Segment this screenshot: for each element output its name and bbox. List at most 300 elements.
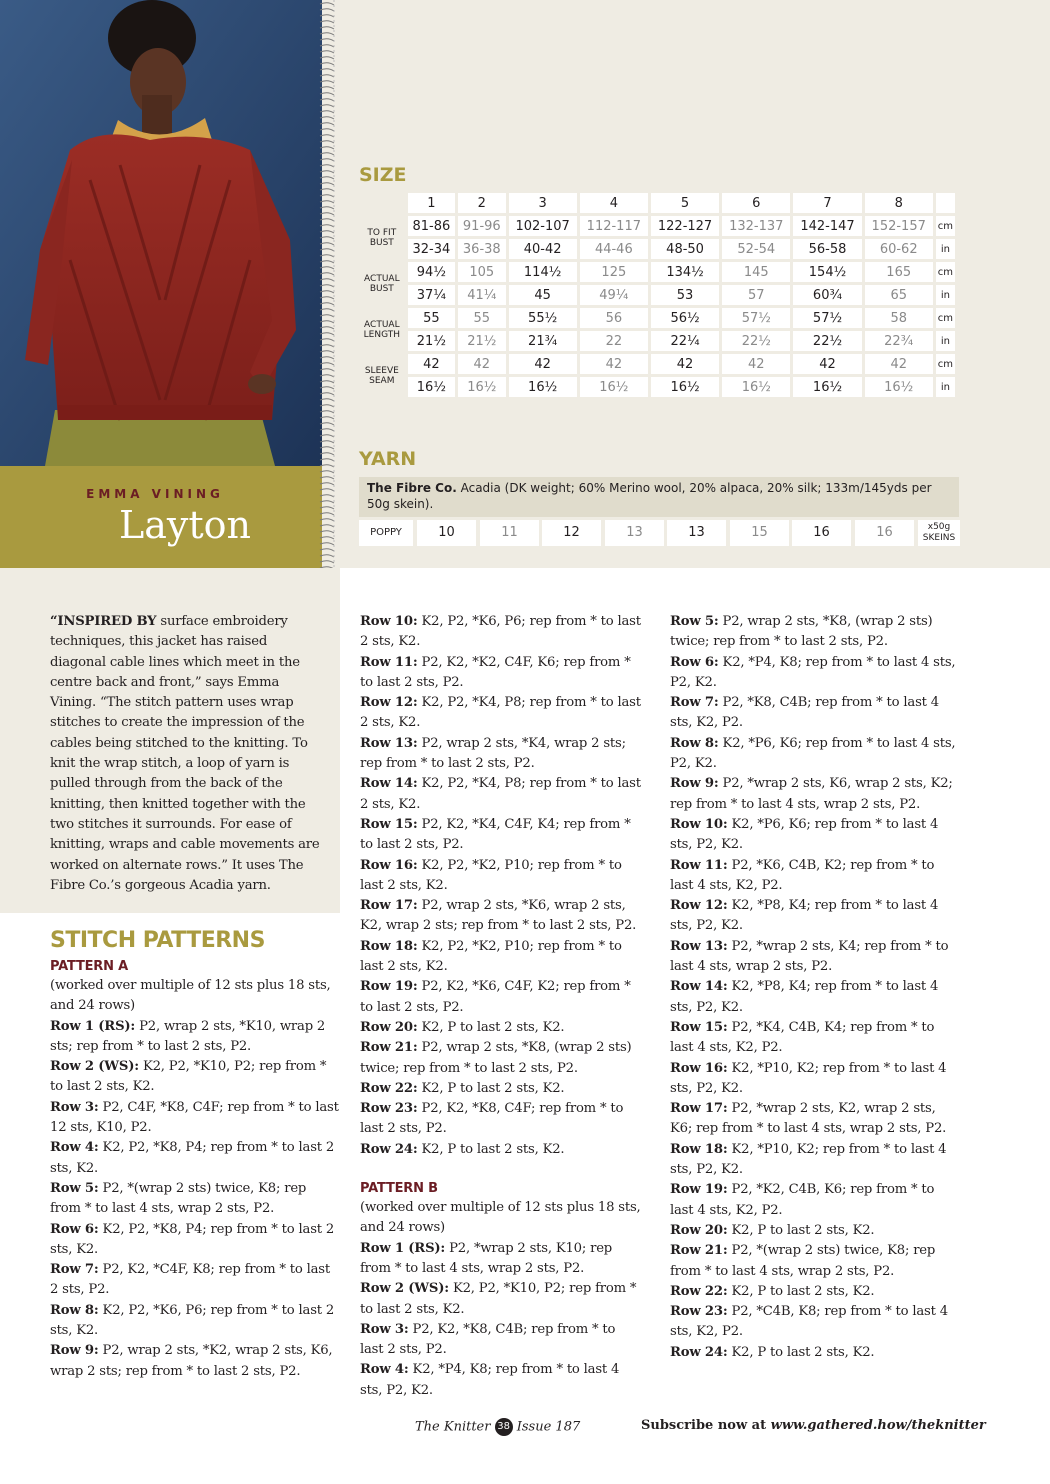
pattern-row — [670, 1140, 960, 1181]
row-instruction: K2, P2, *K10, P2; rep from * to last 2 sts, K2. — [360, 1281, 637, 1317]
row-label: Row 11: — [360, 654, 418, 670]
size-value-cell: 56-58 — [793, 239, 861, 259]
row-instruction: K2, P2, *K2, P10; rep from * to last 2 sts, K2. — [360, 938, 622, 975]
pattern-row — [50, 1260, 340, 1301]
row-instruction: P2, K2, *K8, C4B; rep from * to last 2 sts, P2. — [360, 1321, 616, 1358]
row-instruction: P2, K2, *K8, C4F; rep from * to last 2 sts, P2. — [360, 1101, 624, 1137]
size-row-label — [359, 262, 405, 305]
spiral-coil — [320, 489, 334, 491]
pattern-row — [670, 653, 960, 694]
pattern-row — [360, 1360, 642, 1401]
spiral-coil — [320, 477, 334, 479]
spiral-coil — [320, 513, 334, 515]
size-value-cell: 22½ — [793, 331, 861, 351]
spiral-coil — [320, 21, 334, 23]
row-label: Row 24: — [670, 1344, 728, 1360]
yarn-quantity-cell: 13 — [667, 520, 726, 546]
row-instruction: K2, P to last 2 sts, K2. — [417, 1141, 565, 1157]
spiral-coil — [320, 267, 334, 269]
spiral-coil — [320, 51, 334, 53]
spiral-coil — [320, 375, 334, 377]
row-label: Row 6: — [670, 654, 719, 670]
row-instruction: P2, wrap 2 sts, *K4, wrap 2 sts; rep from * to last 2 sts, P2. — [360, 735, 626, 772]
size-value-cell: 114½ — [509, 262, 577, 282]
row-label: Row 17: — [670, 1101, 728, 1117]
row-instruction: P2, *wrap 2 sts, K10; rep from * to last 4 sts, wrap 2 sts, P2. — [360, 1240, 613, 1276]
row-instruction: K2, P to last 2 sts, K2. — [727, 1344, 875, 1360]
spiral-coil — [320, 225, 334, 227]
spiral-coil — [320, 273, 334, 275]
row-instruction: K2, P to last 2 sts, K2. — [417, 1080, 565, 1096]
row-label: Row 7: — [50, 1262, 99, 1278]
size-value-cell: 42 — [651, 354, 719, 374]
pattern-row — [50, 1220, 340, 1261]
size-value-cell: 65 — [865, 285, 933, 305]
pattern-row — [360, 693, 642, 734]
yarn-brand: The Fibre Co. — [367, 481, 457, 495]
spiral-coil — [320, 243, 334, 245]
row-label: Row 20: — [670, 1222, 728, 1238]
row-label: Row 16: — [360, 857, 418, 873]
spiral-coil — [320, 333, 334, 335]
spiral-coil — [320, 231, 334, 233]
yarn-quantity-cell: 15 — [730, 520, 789, 546]
size-value-cell: 44-46 — [580, 239, 648, 259]
pattern-row — [360, 774, 642, 815]
size-row-label-line: ACTUAL — [364, 319, 400, 330]
row-instruction: P2, wrap 2 sts, *K8, (wrap 2 sts) twice; rep from * to last 2 sts, P2. — [670, 614, 933, 650]
row-label: Row 14: — [670, 979, 728, 995]
row-instruction: P2, K2, *K6, C4F, K2; rep from * to last 2 sts, P2. — [360, 979, 631, 1015]
spiral-coil — [320, 123, 334, 125]
spiral-coil — [320, 249, 334, 251]
row-instruction: P2, *(wrap 2 sts) twice, K8; rep from * to last 4 sts, wrap 2 sts, P2. — [670, 1243, 936, 1279]
spiral-coil — [320, 279, 334, 281]
pattern-row — [360, 1140, 642, 1160]
row-label: Row 2 (WS): — [50, 1059, 139, 1075]
spiral-coil — [320, 381, 334, 383]
size-header-cell: 2 — [458, 193, 505, 213]
pattern-row — [670, 1302, 960, 1343]
spiral-coil — [320, 189, 334, 191]
size-value-cell: 37¼ — [408, 285, 455, 305]
spiral-coil — [320, 309, 334, 311]
size-value-cell: 42 — [458, 354, 505, 374]
size-value-cell: 57½ — [793, 308, 861, 328]
spiral-coil — [320, 183, 334, 185]
yarn-details: Acadia (DK weight; 60% Merino wool, 20% alpaca, 20% silk; 133m/145yds per 50g skein). — [367, 481, 932, 511]
spiral-coil — [320, 291, 334, 293]
intro-body: surface embroidery techniques, this jacket has raised diagonal cable lines which meet in the centre back and front,” says Emma Vining. “The stitch pattern uses wrap stitches to create the impression of the cables being stitched to the knitting. To knit the wrap stitch, a loop of yarn is pulled through from the back of the knitting, then knitted together with the two stitches it surrounds. For ease of knitting, wraps and cable movements are worked on alternate rows.” It uses The Fibre Co.’s gorgeous Acadia yarn. — [50, 614, 320, 893]
spiral-coil — [320, 435, 334, 437]
size-value-cell: 49¼ — [580, 285, 648, 305]
size-value-cell: 45 — [509, 285, 577, 305]
stitch-patterns-heading: STITCH PATTERNS — [50, 928, 265, 953]
row-label: Row 3: — [50, 1099, 99, 1115]
pattern-row — [360, 734, 642, 775]
spiral-coil — [320, 549, 334, 551]
size-value-cell: 40-42 — [509, 239, 577, 259]
row-label: Row 5: — [50, 1180, 99, 1196]
size-value-cell: 91-96 — [458, 216, 505, 236]
footer-issue — [415, 1418, 580, 1436]
spiral-coil — [320, 135, 334, 137]
row-label: Row 1 (RS): — [360, 1240, 446, 1256]
yarn-quantity-cell: 12 — [542, 520, 601, 546]
spiral-coil — [320, 39, 334, 41]
size-value-cell: 152-157 — [865, 216, 933, 236]
row-label: Row 24: — [360, 1141, 418, 1157]
spiral-coil — [320, 561, 334, 563]
size-value-cell: 16½ — [458, 377, 505, 397]
unit-cell: in — [936, 239, 955, 259]
pattern-row — [670, 896, 960, 937]
size-row-label-line: ACTUAL — [364, 273, 400, 284]
pattern-b-note: (worked over multiple of 12 sts plus 18 sts, and 24 rows) — [360, 1200, 641, 1236]
yarn-description — [359, 477, 959, 517]
spiral-coil — [320, 237, 334, 239]
size-value-cell: 56 — [580, 308, 648, 328]
unit-cell: in — [936, 331, 955, 351]
size-value-cell: 145 — [722, 262, 790, 282]
unit-cell: in — [936, 377, 955, 397]
row-instruction: P2, *wrap 2 sts, K4; rep from * to last 4 sts, wrap 2 sts, P2. — [670, 938, 949, 975]
pattern-row — [670, 815, 960, 856]
size-header-cell: 3 — [509, 193, 577, 213]
row-instruction: K2, *P6, K6; rep from * to last 4 sts, P2, K2. — [670, 735, 956, 772]
spiral-coil — [320, 537, 334, 539]
pattern-row — [670, 774, 960, 815]
unit-cell: in — [936, 285, 955, 305]
row-label: Row 9: — [50, 1343, 99, 1359]
size-row-label — [359, 354, 405, 397]
row-label: Row 5: — [670, 614, 719, 629]
spiral-coil — [320, 165, 334, 167]
spiral-coil — [320, 351, 334, 353]
row-label: Row 13: — [360, 735, 418, 751]
spiral-coil — [320, 315, 334, 317]
pattern-title: Layton — [119, 503, 251, 547]
row-label: Row 15: — [670, 1019, 728, 1035]
unit-cell: cm — [936, 262, 955, 282]
size-value-cell: 16½ — [865, 377, 933, 397]
row-label: Row 10: — [360, 614, 418, 629]
spiral-coil — [320, 105, 334, 107]
pattern-a-heading: PATTERN A — [50, 959, 128, 974]
size-value-cell: 42 — [580, 354, 648, 374]
row-label: Row 19: — [360, 979, 418, 995]
size-row-label-line: BUST — [369, 237, 394, 248]
row-label: Row 12: — [670, 898, 728, 914]
spiral-coil — [320, 327, 334, 329]
spiral-coil — [320, 3, 334, 5]
row-instruction: K2, P to last 2 sts, K2. — [727, 1222, 875, 1238]
pattern-row — [360, 896, 642, 937]
size-value-cell: 22¼ — [651, 331, 719, 351]
row-instruction: K2, P2, *K8, P4; rep from * to last 2 sts, K2. — [50, 1221, 335, 1257]
spiral-coil — [320, 15, 334, 17]
unit-cell: cm — [936, 308, 955, 328]
spiral-coil — [320, 495, 334, 497]
size-value-cell: 165 — [865, 262, 933, 282]
spiral-coil — [320, 459, 334, 461]
row-label: Row 11: — [670, 857, 728, 873]
size-value-cell: 53 — [651, 285, 719, 305]
intro-lead: “INSPIRED BY — [50, 614, 157, 629]
pattern-row — [50, 1179, 340, 1220]
spiral-coil — [320, 483, 334, 485]
unit-cell: cm — [936, 354, 955, 374]
pattern-row — [670, 1221, 960, 1241]
size-value-cell: 42 — [793, 354, 861, 374]
row-instruction: P2, K2, *K4, C4F, K4; rep from * to last 2 sts, P2. — [360, 816, 631, 853]
spiral-coil — [320, 501, 334, 503]
yarn-unit-line: x50g — [927, 522, 951, 532]
pattern-row — [670, 1059, 960, 1100]
spiral-coil — [320, 213, 334, 215]
size-value-cell: 36-38 — [458, 239, 505, 259]
size-value-cell: 16½ — [509, 377, 577, 397]
designer-name: EMMA VINING — [86, 487, 224, 501]
size-row-label — [359, 308, 405, 351]
size-value-cell: 42 — [408, 354, 455, 374]
spiral-coil — [320, 507, 334, 509]
row-label: Row 22: — [360, 1080, 418, 1096]
pattern-row — [50, 1057, 340, 1098]
size-header-cell: 4 — [580, 193, 648, 213]
size-value-cell: 60¾ — [793, 285, 861, 305]
pattern-row — [360, 856, 642, 897]
spiral-coil — [320, 27, 334, 29]
row-instruction: K2, P to last 2 sts, K2. — [417, 1019, 565, 1035]
row-label: Row 4: — [360, 1362, 409, 1378]
column-2 — [360, 612, 642, 1401]
size-header-cell: 5 — [651, 193, 719, 213]
row-instruction: K2, P2, *K4, P8; rep from * to last 2 sts, K2. — [360, 695, 641, 731]
row-label: Row 1 (RS): — [50, 1018, 136, 1034]
spiral-coil — [320, 303, 334, 305]
size-value-cell: 42 — [509, 354, 577, 374]
yarn-quantity-cell: 16 — [792, 520, 851, 546]
size-value-cell: 22½ — [722, 331, 790, 351]
spiral-coil — [320, 417, 334, 419]
size-value-cell: 55 — [458, 308, 505, 328]
spiral-coil — [320, 393, 334, 395]
spiral-coil — [320, 87, 334, 89]
row-instruction: P2, *K4, C4B, K4; rep from * to last 4 sts, K2, P2. — [670, 1019, 935, 1056]
size-value-cell: 122-127 — [651, 216, 719, 236]
spiral-coil — [320, 141, 334, 143]
row-instruction: P2, wrap 2 sts, *K10, wrap 2 sts; rep from * to last 2 sts, P2. — [50, 1018, 326, 1054]
pattern-row — [360, 1239, 642, 1280]
spiral-coil — [320, 45, 334, 47]
row-label: Row 21: — [360, 1040, 418, 1056]
row-instruction: K2, *P8, K4; rep from * to last 4 sts, P2, K2. — [670, 979, 939, 1015]
spiral-coil — [320, 555, 334, 557]
spiral-coil — [320, 63, 334, 65]
row-instruction: K2, P2, *K8, P4; rep from * to last 2 sts, K2. — [50, 1140, 335, 1176]
size-value-cell: 41¼ — [458, 285, 505, 305]
pattern-row — [360, 815, 642, 856]
spiral-coil — [320, 519, 334, 521]
size-value-cell: 60-62 — [865, 239, 933, 259]
size-value-cell: 32-34 — [408, 239, 455, 259]
size-value-cell: 21¾ — [509, 331, 577, 351]
spiral-coil — [320, 531, 334, 533]
size-value-cell: 55 — [408, 308, 455, 328]
yarn-heading: YARN — [359, 448, 417, 470]
row-label: Row 2 (WS): — [360, 1281, 449, 1297]
size-value-cell: 94½ — [408, 262, 455, 282]
yarn-shade: POPPY — [359, 520, 413, 546]
unit-cell: cm — [936, 216, 955, 236]
size-header-cell: 6 — [722, 193, 790, 213]
size-value-cell: 22 — [580, 331, 648, 351]
spiral-coil — [320, 111, 334, 113]
row-instruction: K2, *P4, K8; rep from * to last 4 sts, P2, K2. — [670, 654, 956, 690]
size-row-label-line: TO FIT — [367, 227, 397, 238]
pattern-row — [670, 977, 960, 1018]
spiral-coil — [320, 447, 334, 449]
size-value-cell: 57 — [722, 285, 790, 305]
pattern-row — [670, 1099, 960, 1140]
footer-subscribe — [641, 1418, 986, 1433]
size-value-cell: 21½ — [408, 331, 455, 351]
spiral-coil — [320, 465, 334, 467]
spiral-coil — [320, 297, 334, 299]
spiral-coil — [320, 129, 334, 131]
spiral-coil — [320, 423, 334, 425]
spiral-coil — [320, 261, 334, 263]
row-label: Row 12: — [360, 695, 418, 711]
pattern-row — [360, 1079, 642, 1099]
row-label: Row 7: — [670, 695, 719, 711]
size-value-cell: 16½ — [408, 377, 455, 397]
spiral-coil — [320, 81, 334, 83]
pattern-row — [670, 734, 960, 775]
spiral-coil — [320, 411, 334, 413]
yarn-unit-line: SKEINS — [922, 533, 956, 543]
spiral-coil — [320, 285, 334, 287]
row-label: Row 8: — [50, 1302, 99, 1318]
spiral-coil — [320, 363, 334, 365]
yarn-quantity-cell: 13 — [605, 520, 664, 546]
column-1 — [50, 958, 340, 1382]
pattern-row — [360, 1018, 642, 1038]
page-number: 38 — [495, 1418, 513, 1436]
pattern-row — [50, 1098, 340, 1139]
pattern-b-heading: PATTERN B — [360, 1181, 438, 1197]
size-header-cell: 7 — [793, 193, 861, 213]
size-value-cell: 16½ — [580, 377, 648, 397]
row-label: Row 4: — [50, 1140, 99, 1156]
row-instruction: K2, *P10, K2; rep from * to last 4 sts, P2, K2. — [670, 1141, 947, 1178]
row-label: Row 15: — [360, 816, 418, 832]
row-instruction: P2, K2, *C4F, K8; rep from * to last 2 sts, P2. — [50, 1262, 330, 1298]
row-instruction: P2, wrap 2 sts, *K6, wrap 2 sts, K2, wrap 2 sts; rep from * to last 2 sts, P2. — [360, 898, 637, 934]
row-label: Row 9: — [670, 776, 719, 792]
pattern-row — [670, 693, 960, 734]
row-instruction: K2, *P8, K4; rep from * to last 4 sts, P2, K2. — [670, 898, 939, 934]
size-header-cell: 1 — [408, 193, 455, 213]
size-value-cell: 112-117 — [580, 216, 648, 236]
size-row-label-line: LENGTH — [363, 329, 400, 340]
row-instruction: K2, *P4, K8; rep from * to last 4 sts, P2, K2. — [360, 1362, 620, 1398]
row-label: Row 18: — [670, 1141, 728, 1157]
row-instruction: P2, wrap 2 sts, *K2, wrap 2 sts, K6, wrap 2 sts; rep from * to last 2 sts, P2. — [50, 1343, 333, 1379]
pattern-row — [50, 1341, 340, 1382]
size-value-cell: 56½ — [651, 308, 719, 328]
footer-magazine: The Knitter — [415, 1419, 491, 1435]
size-header-cell: 8 — [865, 193, 933, 213]
size-value-cell: 16½ — [651, 377, 719, 397]
size-table — [356, 190, 958, 400]
spiral-coil — [320, 99, 334, 101]
pattern-row — [360, 1099, 642, 1140]
pattern-row — [360, 977, 642, 1018]
size-row-label-line: BUST — [369, 283, 394, 294]
spiral-coil — [320, 57, 334, 59]
spiral-coil — [320, 201, 334, 203]
size-value-cell: 16½ — [722, 377, 790, 397]
spiral-coil — [320, 255, 334, 257]
row-label: Row 14: — [360, 776, 418, 792]
size-value-cell: 57½ — [722, 308, 790, 328]
pattern-row — [50, 1301, 340, 1342]
row-label: Row 20: — [360, 1019, 418, 1035]
row-instruction: P2, wrap 2 sts, *K8, (wrap 2 sts) twice; rep from * to last 2 sts, P2. — [360, 1040, 632, 1076]
size-value-cell: 134½ — [651, 262, 719, 282]
garment-photo — [0, 0, 322, 466]
spiral-coil — [320, 357, 334, 359]
row-label: Row 23: — [670, 1304, 728, 1320]
pattern-row — [670, 1018, 960, 1059]
row-label: Row 23: — [360, 1101, 418, 1117]
pattern-row — [360, 1320, 642, 1361]
size-value-cell: 132-137 — [722, 216, 790, 236]
spiral-coil — [320, 345, 334, 347]
size-row-label — [359, 216, 405, 259]
row-label: Row 10: — [670, 816, 728, 832]
row-label: Row 3: — [360, 1321, 409, 1337]
row-label: Row 21: — [670, 1243, 728, 1259]
pattern-a-note: (worked over multiple of 12 sts plus 18 sts, and 24 rows) — [50, 978, 331, 1014]
size-row-label-line: SEAM — [369, 375, 395, 386]
pattern-row — [360, 1038, 642, 1079]
spiral-coil — [320, 207, 334, 209]
spiral-coil — [320, 33, 334, 35]
size-value-cell: 48-50 — [651, 239, 719, 259]
size-value-cell: 22¾ — [865, 331, 933, 351]
spiral-coil — [320, 219, 334, 221]
spiral-coil — [320, 93, 334, 95]
row-instruction: K2, P2, *K4, P8; rep from * to last 2 sts, K2. — [360, 776, 641, 812]
row-instruction: P2, *wrap 2 sts, K2, wrap 2 sts, K6; rep from * to last 4 sts, wrap 2 sts, P2. — [670, 1101, 947, 1137]
pattern-row — [50, 1017, 340, 1058]
size-value-cell: 142-147 — [793, 216, 861, 236]
pattern-row — [670, 1343, 960, 1363]
spiral-coil — [320, 399, 334, 401]
intro-text — [50, 612, 322, 896]
row-instruction: P2, *K2, C4B, K6; rep from * to last 4 sts, K2, P2. — [670, 1182, 935, 1218]
size-heading: SIZE — [359, 164, 407, 186]
spiral-coil — [320, 195, 334, 197]
row-label: Row 8: — [670, 735, 719, 751]
size-value-cell: 21½ — [458, 331, 505, 351]
footer — [0, 1418, 1050, 1442]
subscribe-url[interactable]: www.gathered.how/theknitter — [770, 1418, 986, 1433]
pattern-row — [50, 1138, 340, 1179]
